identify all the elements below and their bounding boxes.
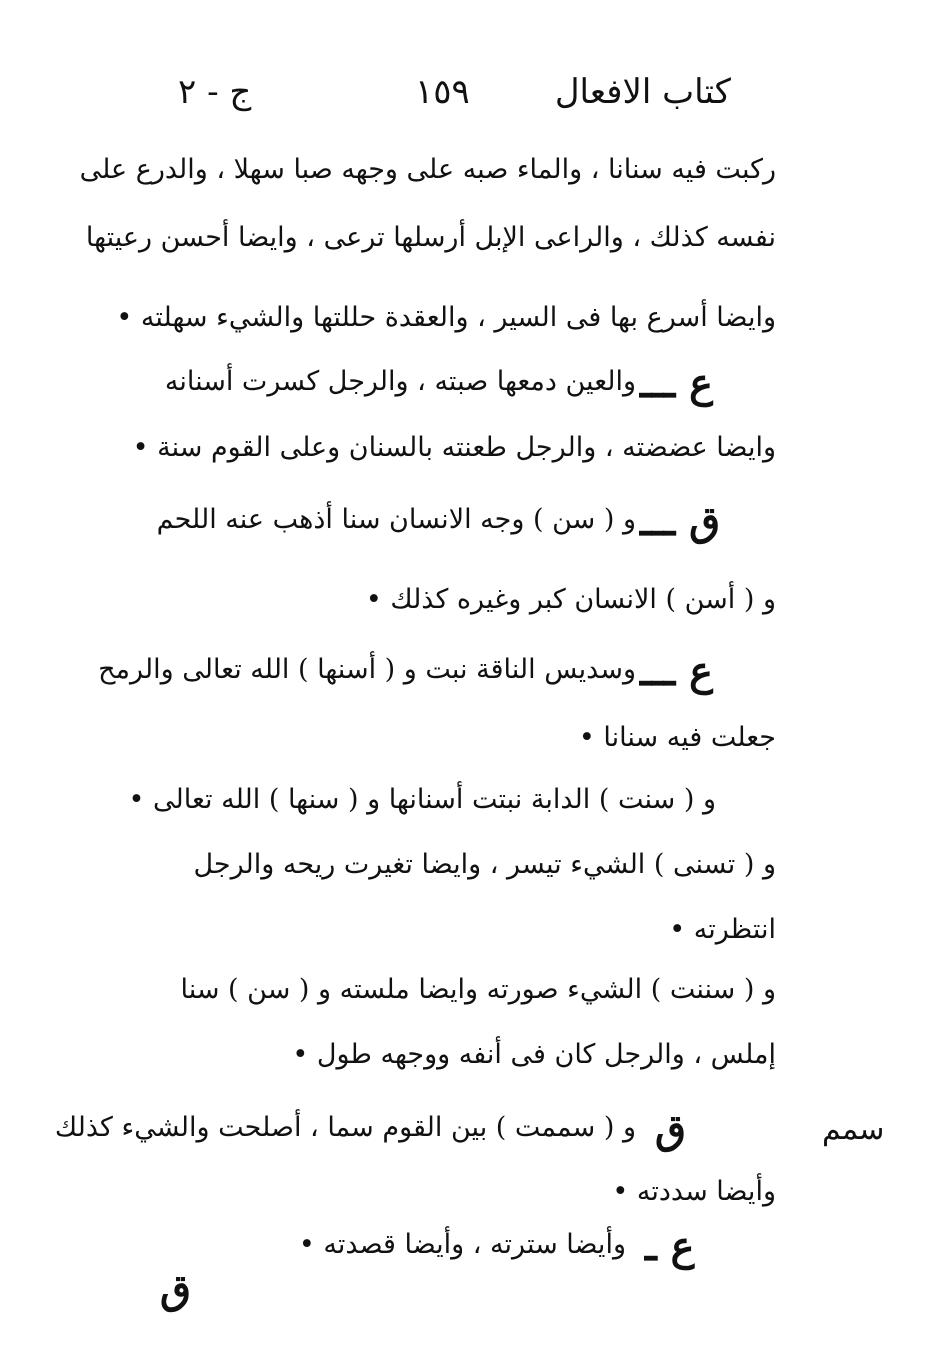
text-line: و ( أسن ) الانسان كبر وغيره كذلك • <box>365 584 776 615</box>
text-line: ركبت فيه سنانا ، والماء صبه على وجهه صبا سهلا ، والدرع على <box>79 154 776 185</box>
source-mark: ق <box>160 1266 192 1313</box>
text-line: انتظرته • <box>669 914 776 945</box>
source-mark: ع ـ <box>645 1223 695 1270</box>
book-title: كتاب الافعال <box>554 72 731 112</box>
text-line: نفسه كذلك ، والراعى الإبل أرسلها ترعى ، وايضا أحسن رعيتها <box>85 222 776 253</box>
text-line: و ( سممت ) بين القوم سما ، أصلحت والشيء كذلك <box>54 1112 636 1143</box>
text-line: إملس ، والرجل كان فى أنفه ووجهه طول • <box>292 1039 776 1070</box>
text-line: وسديس الناقة نبت و ( أسنها ) الله تعالى والرمح <box>98 654 636 685</box>
margin-root-note: سمم <box>822 1112 885 1147</box>
source-mark: ق <box>655 1106 687 1153</box>
text-line: و ( تسنى ) الشيء تيسر ، وايضا تغيرت ريحه والرجل <box>193 849 776 880</box>
text-line: والعين دمعها صبته ، والرجل كسرت أسنانه <box>164 366 636 397</box>
text-line: وأيضا سترته ، وأيضا قصدته • <box>298 1229 626 1260</box>
source-mark: ع ـــ <box>640 648 713 695</box>
volume-number: ج - ٢ <box>178 72 252 112</box>
text-line: و ( سن ) وجه الانسان سنا أذهب عنه اللحم <box>156 504 636 535</box>
text-line: وايضا أسرع بها فى السير ، والعقدة حللتها والشيء سهلته • <box>116 302 776 333</box>
source-mark: ع ـــ <box>640 360 713 407</box>
page-number: ١٥٩ <box>415 72 470 112</box>
text-line: وايضا عضضته ، والرجل طعنته بالسنان وعلى القوم سنة • <box>132 432 776 463</box>
text-line: و ( سنت ) الدابة نبتت أسنانها و ( سنها ) الله تعالى • <box>128 784 716 815</box>
text-line: وأيضا سددته • <box>612 1176 776 1207</box>
text-line: جعلت فيه سنانا • <box>578 722 776 753</box>
text-line: و ( سننت ) الشيء صورته وايضا ملسته و ( سن ) سنا <box>180 974 776 1005</box>
source-mark: ق ـــ <box>640 498 721 545</box>
